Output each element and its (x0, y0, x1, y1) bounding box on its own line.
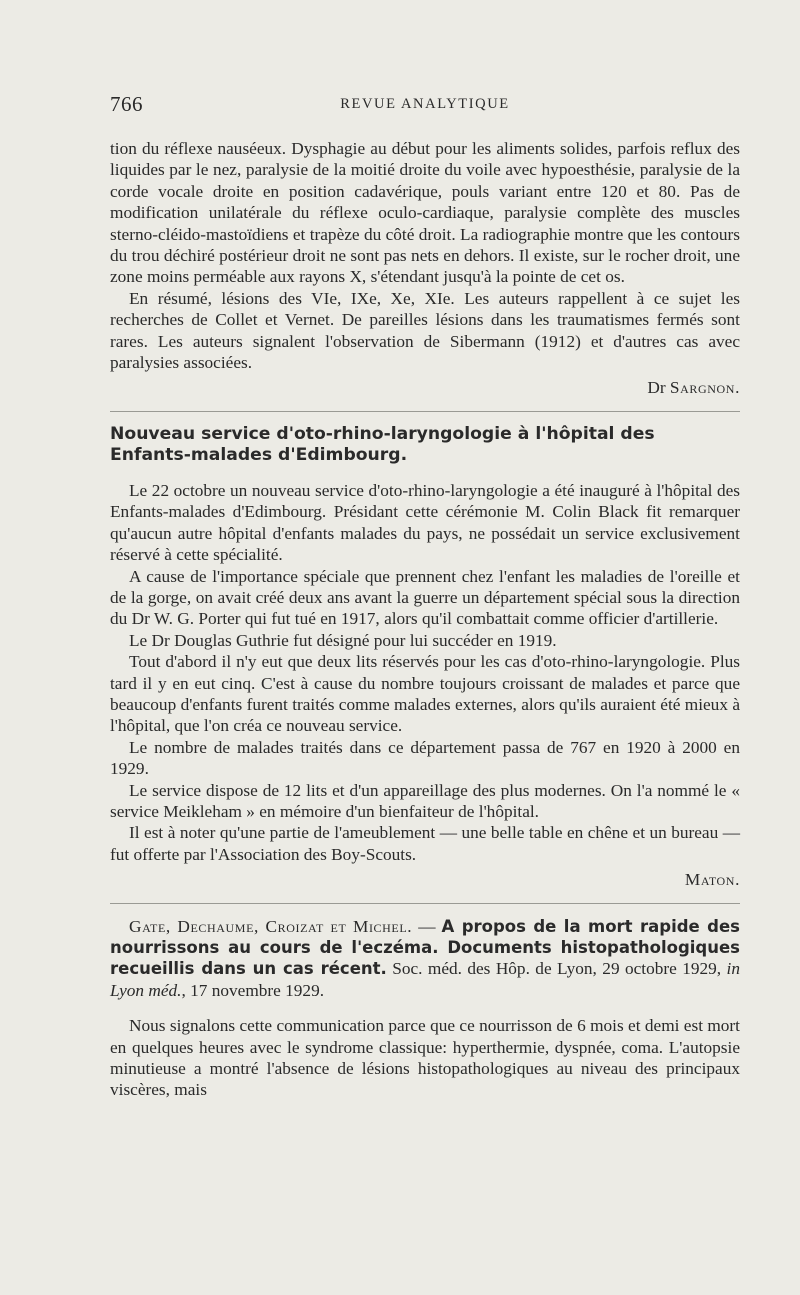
paragraph: A cause de l'importance spéciale que prennent chez l'enfant les maladies de l'oreille et de la gorge, on avait créé deux ans avant la guerre un département spécial sous la direction du Dr W. G. Porter qui fut tué en 1917, alors qu'il combattait comme officier d'artillerie. (110, 566, 740, 629)
signature (110, 377, 740, 398)
section-divider (110, 411, 740, 412)
paragraph: Le service dispose de 12 lits et d'un appareillage des plus modernes. On l'a nommé le « service Meikleham » en mémoire d'un bienfaiteur de l'hôpital. (110, 780, 740, 821)
page-number: 766 (110, 92, 143, 116)
paragraph: Le Dr Douglas Guthrie fut désigné pour lui succéder en 1919. (129, 630, 557, 650)
signature-title: Dr (647, 378, 666, 398)
signature: Maton. (684, 870, 740, 890)
paragraph: En résumé, lésions des VIe, IXe, Xe, XIe. Les auteurs rappellent à ce sujet les recherches de Collet et Vernet. De pareilles lésions dans les traumatismes fermés sont rares. Les auteurs signalent l'observation de Sibermann (1912) et d'autres cas avec paralysies associées. (110, 288, 740, 373)
paragraph: Le nombre de malades traités dans ce département passa de 767 en 1920 à 2000 en 1929. (110, 737, 740, 779)
citation-dash: — (412, 916, 442, 936)
article-citation (110, 916, 740, 1002)
running-title: REVUE ANALYTIQUE (340, 96, 510, 112)
citation-date: , 17 novembre 1929. (181, 980, 325, 1000)
citation-authors: Gate, Dechaume, Croizat et Michel. (129, 916, 413, 936)
paragraph: Tout d'abord il n'y eut que deux lits réservés pour les cas d'oto-rhino-laryngologie. Plus tard il y en eut cinq. C'est à cause du nombre toujours croissant de malades et parce que beaucoup d'enfants furent traités comme malades externes, alors qu'ils auraient été mieux à l'hôpital, que l'on créa ce nouveau service. (110, 652, 740, 736)
paragraph: Le 22 octobre un nouveau service d'oto-rhino-laryngologie a été inauguré à l'hôpital des Enfants-malades d'Edimbourg. Présidant cette cérémonie M. Colin Black fit remarquer qu'aucun autre hôpital d'enfants malades du pays, ne possédait un service exclusivement réservé à cette spécialité. (110, 480, 740, 565)
citation-journal: in Lyon méd. (110, 959, 740, 1000)
page-header (110, 92, 740, 116)
paragraph: Nous signalons cette communication parce que ce nourrisson de 6 mois et demi est mort en quelques heures avec le syndrome classique: hyperthermie, dyspnée, coma. L'autopsie minutieuse a montré l'absence de lésions histopathologiques au niveau des principaux viscères, mais (110, 1016, 740, 1100)
text-column (110, 138, 740, 1101)
citation-source: Soc. méd. des Hôp. de Lyon, 29 octobre 1929, (386, 959, 727, 979)
article-heading: Nouveau service d'oto-rhino-laryngologie à l'hôpital des Enfants-malades d'Edimbourg. (110, 423, 655, 465)
citation-title: A propos de la mort rapide des nourrissons au cours de l'eczéma. Documents histopathologiques recueillis dans un cas récent. (110, 916, 740, 979)
paragraph: Il est à noter qu'une partie de l'ameublement — une belle table en chêne et un bureau — fut offerte par l'Association des Boy-Scouts. (110, 823, 740, 864)
paragraph: tion du réflexe nauséeux. Dysphagie au début pour les aliments solides, parfois reflux des liquides par le nez, paralysie de la moitié droite du voile avec hypoesthésie, paralysie de la corde vocale droite en position cadavérique, pouls variant entre 120 et 80. Pas de modification unilatérale du réflexe oculo-cardiaque, paralysie complète des muscles sterno-cléido-mastoïdiens et trapèze du côté droit. La radiographie montre que les contours du trou déchiré postérieur droit ne sont pas nets en dehors. Il existe, sur le rocher droit, une zone moins perméable aux rayons X, s'étendant jusqu'à la pointe de cet os. (110, 139, 740, 287)
section-divider (110, 903, 740, 904)
signature-name: Sargnon. (669, 378, 740, 398)
